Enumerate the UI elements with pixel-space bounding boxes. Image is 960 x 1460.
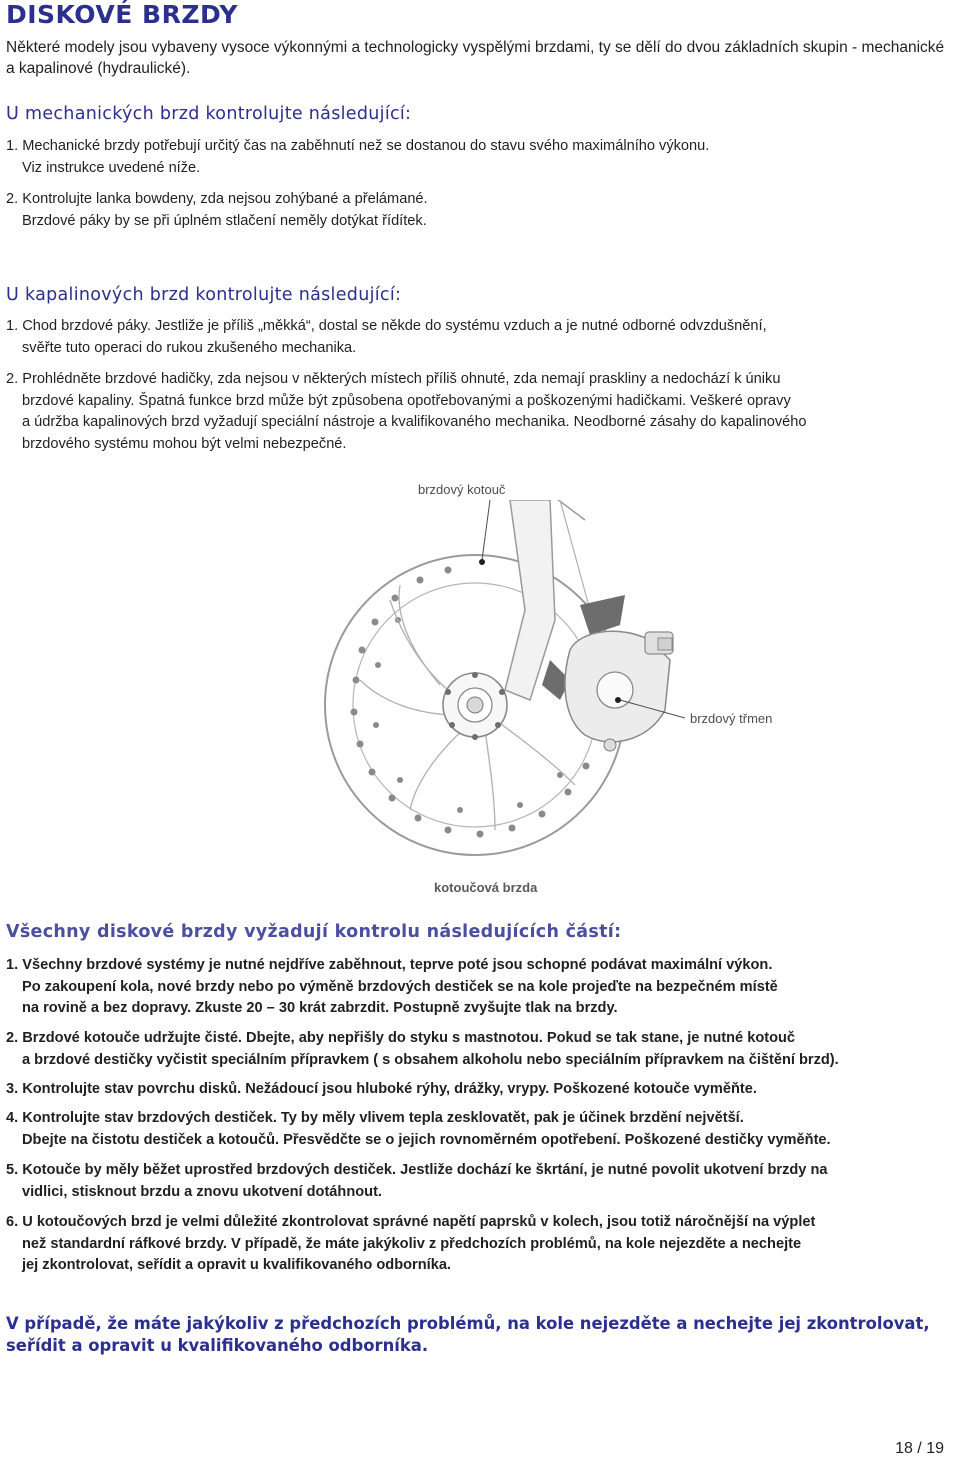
mechanical-heading: U mechanických brzd kontrolujte následující:	[6, 104, 412, 124]
all-item-5	[6, 1160, 951, 1203]
all-item-3-line-1: 3. Kontrolujte stav povrchu disků. Nežádoucí jsou hluboké rýhy, drážky, vrypy. Poškozené kotouče vyměňte.	[6, 1081, 757, 1097]
caliper-bolt	[604, 739, 616, 751]
hydraulic-heading: U kapalinových brzd kontrolujte následující:	[6, 285, 402, 305]
hydraulic-item-2-line-3: a údržba kapalinových brzd vyžadují speciální nástroje a kvalifikovaného mechanika. Neodborné zásahy do kapalinového	[22, 414, 807, 430]
all-item-6-line-3: jej zkontrolovat, seřídit a opravit u kvalifikovaného odborníka.	[22, 1257, 451, 1273]
all-item-6-line-1: 6. U kotoučových brzd je velmi důležité zkontrolovat správné napětí paprsků v kolech, jsou totiž náročnější na výplet	[6, 1214, 816, 1230]
all-item-3	[6, 1079, 951, 1101]
hydraulic-item-1-line-1: 1. Chod brzdové páky. Jestliže je příliš „měkká“, dostal se někde do systému vzduch a je nutné odborné odvzdušnění,	[6, 318, 767, 334]
all-item-1	[6, 955, 951, 1020]
all-item-1-line-1: 1. Všechny brzdové systémy je nutné nejdříve zaběhnout, teprve poté jsou schopné podávat maximální výkon.	[6, 957, 773, 973]
closing-note-line-2: seřídit a opravit u kvalifikovaného odborníka.	[6, 1336, 429, 1355]
hydraulic-item-1-line-2: svěřte tuto operaci do rukou zkušeného mechanika.	[22, 339, 357, 356]
caliper-mount	[580, 595, 625, 635]
all-item-2	[6, 1028, 951, 1071]
mechanical-item-1-line-1: 1. Mechanické brzdy potřebují určitý čas na zaběhnutí než se dostanou do stavu svého maximálního výkonu.	[6, 138, 710, 154]
mechanical-item-1	[6, 136, 951, 179]
hydraulic-item-2-line-4: brzdového systému mohou být velmi nebezpečné.	[22, 435, 347, 452]
all-heading: Všechny diskové brzdy vyžadují kontrolu následujících částí:	[6, 922, 622, 942]
all-item-6	[6, 1212, 951, 1277]
mechanical-item-2	[6, 189, 951, 232]
closing-note	[6, 1313, 958, 1357]
all-item-5-line-2: vidlici, stisknout brzdu a znovu ukotvení dotáhnout.	[22, 1183, 382, 1200]
hydraulic-item-2	[6, 369, 951, 455]
mechanical-item-2-line-1: 2. Kontrolujte lanka bowdeny, zda nejsou zohýbané a přelámané.	[6, 191, 428, 207]
disc-brake-illustration	[320, 500, 720, 880]
all-item-5-line-1: 5. Kotouče by měly běžet uprostřed brzdových destiček. Jestliže dochází ke škrtání, je nutné povolit ukotvení brzdy na	[6, 1162, 828, 1178]
all-item-4	[6, 1108, 951, 1151]
diagram-caption: kotoučová brzda	[434, 880, 538, 895]
label-rotor: brzdový kotouč	[418, 482, 506, 497]
all-item-6-line-2: než standardní ráfkové brzdy. V případě, že máte jakýkoliv z předchozích problémů, na kole nejezděte a nechejte	[22, 1235, 802, 1252]
hydraulic-item-1	[6, 316, 951, 359]
mechanical-item-2-line-2: Brzdové páky by se při úplném stlačení neměly dotýkat řídítek.	[22, 212, 427, 229]
page-number: 18 / 19	[895, 1440, 944, 1457]
all-item-4-line-2: Dbejte na čistotu destiček a kotoučů. Přesvědčte se o jejich rovnoměrném opotřebení. Poškozené destičky vyměňte.	[22, 1131, 831, 1148]
page-title: DISKOVÉ BRZDY	[6, 0, 238, 29]
hub-axle	[467, 697, 483, 713]
all-item-1-line-2: Po zakoupení kola, nové brzdy nebo po výměně brzdových destiček se na kole projeďte na bezpečném místě	[22, 978, 778, 995]
label-caliper: brzdový třmen	[690, 711, 773, 726]
intro-paragraph: Některé modely jsou vybaveny vysoce výkonnými a technologicky vyspělými brzdami, ty se dělí do dvou základních skupin - mechanické a kapalinové (hydraulické).	[6, 39, 945, 77]
hydraulic-item-2-line-2: brzdové kapaliny. Špatná funkce brzd může být způsobena opotřebovanými a poškozenými hadičkami. Veškeré opravy	[22, 392, 791, 409]
mechanical-item-1-line-2: Viz instrukce uvedené níže.	[22, 159, 201, 176]
rotor-leader-dot	[479, 559, 485, 565]
hydraulic-item-2-line-1: 2. Prohlédněte brzdové hadičky, zda nejsou v některých místech příliš ohnuté, zda nemají praskliny a nedochází k úniku	[6, 371, 781, 387]
all-item-2-line-1: 2. Brzdové kotouče udržujte čisté. Dbejte, aby nepřišly do styku s mastnotou. Pokud se tak stane, je nutné kotouč	[6, 1030, 796, 1046]
closing-note-line-1: V případě, že máte jakýkoliv z předchozích problémů, na kole nejezděte a nechejte jej zkontrolovat,	[6, 1314, 930, 1333]
caliper-fitting	[658, 638, 672, 650]
all-item-4-line-1: 4. Kontrolujte stav brzdových destiček. Ty by měly vlivem tepla zesklovatět, pak je účinek brzdění největší.	[6, 1110, 744, 1126]
all-item-1-line-3: na rovině a bez dopravy. Zkuste 20 – 30 krát zabrzdit. Postupně zvyšujte tlak na brzdy.	[22, 1000, 618, 1016]
rotor-leader-line	[482, 500, 490, 560]
all-item-2-line-2: a brzdové destičky vyčistit speciálním přípravkem ( s obsahem alkoholu nebo speciálním přípravkem na čištění brzd).	[22, 1051, 839, 1068]
caliper-leader-dot	[615, 697, 621, 703]
